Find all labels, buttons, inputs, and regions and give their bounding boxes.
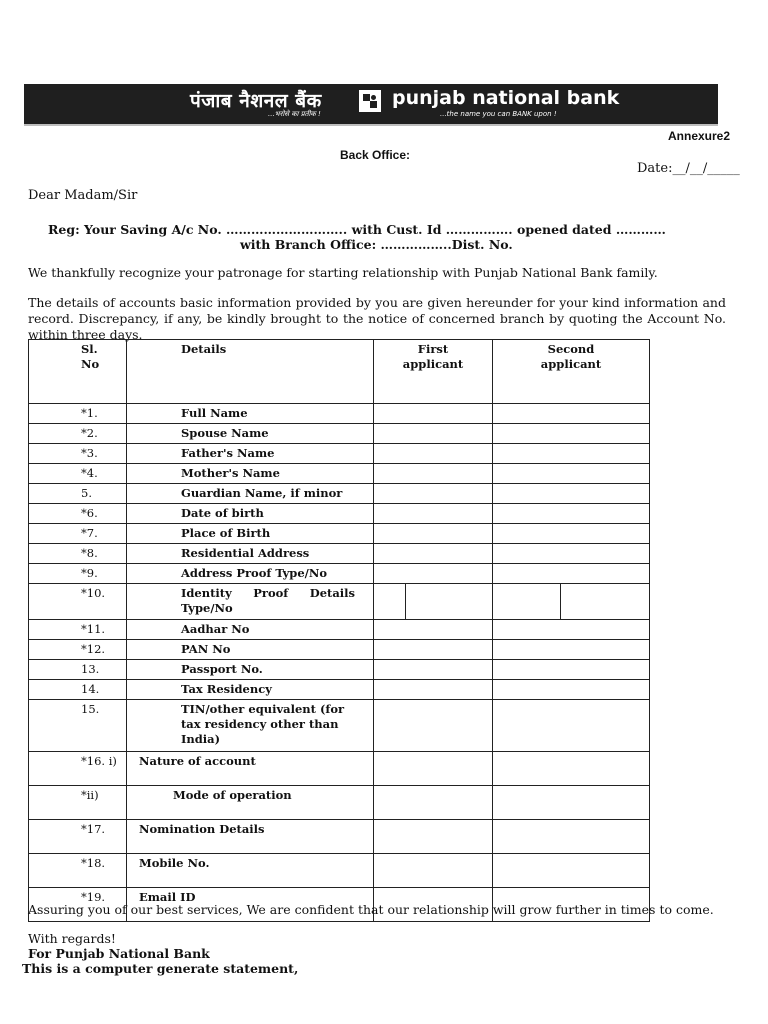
- row-detail: Place of Birth: [127, 524, 374, 544]
- first-applicant-cell: [374, 854, 493, 888]
- first-applicant-cell: [374, 640, 493, 660]
- first-applicant-cell: [374, 404, 493, 424]
- table-header-row: [29, 340, 650, 404]
- second-applicant-cell: [493, 424, 650, 444]
- first-applicant-cell: [374, 504, 493, 524]
- second-applicant-cell: [493, 564, 650, 584]
- first-applicant-cell: [374, 786, 493, 820]
- first-applicant-cell: [374, 564, 493, 584]
- date-field: Date:__/__/_____: [637, 161, 740, 176]
- row-detail: Tax Residency: [127, 680, 374, 700]
- second-applicant-cell: [493, 820, 650, 854]
- first-applicant-cell: [374, 524, 493, 544]
- for-bank-line: For Punjab National Bank: [28, 946, 210, 961]
- row-detail: Guardian Name, if minor: [127, 484, 374, 504]
- table-row: [29, 544, 650, 564]
- table-row: [29, 424, 650, 444]
- table-row: [29, 786, 650, 820]
- row-number: *1.: [29, 404, 127, 424]
- row-detail: Spouse Name: [127, 424, 374, 444]
- patronage-paragraph: We thankfully recognize your patronage for starting relationship with Punjab National Bank family.: [28, 265, 658, 280]
- row-number: *12.: [29, 640, 127, 660]
- second-applicant-cell: [493, 786, 650, 820]
- row-number: *10.: [29, 584, 127, 620]
- row-number: 15.: [29, 700, 127, 752]
- second-applicant-cell: [493, 464, 650, 484]
- first-applicant-cell: [374, 424, 493, 444]
- row-detail: Mobile No.: [127, 854, 374, 888]
- first-applicant-cell: [374, 484, 493, 504]
- details-paragraph: The details of accounts basic information provided by you are given hereunder for your kind information and record. Discrepancy, if any, be kindly brought to the notice of concerned branch by quoting the Account No. within three days.: [28, 295, 726, 342]
- row-number: *ii): [29, 786, 127, 820]
- row-number: *18.: [29, 854, 127, 888]
- banner-underline: [24, 124, 718, 126]
- bank-name-english: punjab national bank: [392, 87, 620, 109]
- pnb-logo-icon: [358, 89, 382, 113]
- row-number: *9.: [29, 564, 127, 584]
- reg-line-1: Reg: Your Saving A/c No. ……………………….. with Cust. Id ……………. opened dated …………: [48, 222, 666, 237]
- table-row: [29, 504, 650, 524]
- table-row: [29, 620, 650, 640]
- row-number: *19.: [29, 888, 127, 922]
- second-applicant-cell: [493, 504, 650, 524]
- table-row: [29, 820, 650, 854]
- table-row: [29, 404, 650, 424]
- row-detail: Date of birth: [127, 504, 374, 524]
- second-applicant-cell: [493, 854, 650, 888]
- row-number: *6.: [29, 504, 127, 524]
- second-applicant-cell: [493, 680, 650, 700]
- second-applicant-cell: [493, 584, 650, 620]
- salutation: Dear Madam/Sir: [28, 188, 138, 203]
- table-row: [29, 660, 650, 680]
- first-applicant-cell: [374, 464, 493, 484]
- english-tagline: ...the name you can BANK upon !: [440, 110, 557, 118]
- row-detail: Address Proof Type/No: [127, 564, 374, 584]
- first-applicant-cell: [374, 820, 493, 854]
- row-detail: Aadhar No: [127, 620, 374, 640]
- table-row: [29, 752, 650, 786]
- second-applicant-cell: [493, 544, 650, 564]
- row-number: *8.: [29, 544, 127, 564]
- table-row: [29, 484, 650, 504]
- row-detail: Email ID: [127, 888, 374, 922]
- second-applicant-cell: [493, 404, 650, 424]
- row-number: 13.: [29, 660, 127, 680]
- row-number: *16. i): [29, 752, 127, 786]
- first-applicant-cell: [374, 444, 493, 464]
- table-row: [29, 584, 650, 620]
- second-applicant-cell: [493, 484, 650, 504]
- back-office-label: Back Office:: [340, 148, 411, 162]
- row-detail: PAN No: [127, 640, 374, 660]
- row-number: 14.: [29, 680, 127, 700]
- closing-paragraph: Assuring you of our best services, We are confident that our relationship will grow further in times to come.: [28, 902, 714, 917]
- account-details-table: [28, 339, 650, 922]
- regards-line: With regards!: [28, 931, 116, 946]
- second-applicant-cell: [493, 660, 650, 680]
- row-number: *7.: [29, 524, 127, 544]
- first-applicant-cell: [374, 700, 493, 752]
- table-row: [29, 464, 650, 484]
- first-applicant-cell: [374, 620, 493, 640]
- table-row: [29, 444, 650, 464]
- second-applicant-cell: [493, 700, 650, 752]
- row-detail: Nomination Details: [127, 820, 374, 854]
- header-first-applicant: First applicant: [374, 340, 493, 404]
- first-applicant-cell: [374, 660, 493, 680]
- first-applicant-cell: [374, 680, 493, 700]
- header-details: Details: [127, 340, 374, 404]
- row-detail: Full Name: [127, 404, 374, 424]
- row-number: *17.: [29, 820, 127, 854]
- second-applicant-cell: [493, 640, 650, 660]
- table-row: [29, 854, 650, 888]
- table-row: [29, 564, 650, 584]
- row-number: *4.: [29, 464, 127, 484]
- first-applicant-cell: [374, 584, 493, 620]
- row-detail: Identity Proof Details Type/No: [127, 584, 374, 620]
- row-number: *3.: [29, 444, 127, 464]
- annexure-label: Annexure2: [668, 129, 731, 143]
- second-applicant-cell: [493, 524, 650, 544]
- row-detail: Mode of operation: [127, 786, 374, 820]
- row-detail: TIN/other equivalent (for tax residency other than India): [127, 700, 374, 752]
- second-applicant-cell: [493, 620, 650, 640]
- row-number: *11.: [29, 620, 127, 640]
- computer-statement-line: This is a computer generate statement,: [22, 961, 299, 976]
- row-detail: Mother's Name: [127, 464, 374, 484]
- second-applicant-cell: [493, 444, 650, 464]
- first-applicant-cell: [374, 544, 493, 564]
- row-number: 5.: [29, 484, 127, 504]
- row-detail: Passport No.: [127, 660, 374, 680]
- table-row: [29, 524, 650, 544]
- header-sl-no: Sl. No: [29, 340, 127, 404]
- row-detail: Nature of account: [127, 752, 374, 786]
- table-row: [29, 680, 650, 700]
- header-second-applicant: Second applicant: [493, 340, 650, 404]
- reg-line-2: with Branch Office: ……………..Dist. No.: [240, 237, 513, 252]
- hindi-tagline: ...भरोसे का प्रतीक !: [268, 110, 321, 118]
- table-row: [29, 640, 650, 660]
- row-number: *2.: [29, 424, 127, 444]
- bank-name-hindi: पंजाब नैशनल बैंक: [190, 90, 322, 112]
- row-detail: Father's Name: [127, 444, 374, 464]
- table-row: [29, 700, 650, 752]
- first-applicant-cell: [374, 752, 493, 786]
- row-detail: Residential Address: [127, 544, 374, 564]
- second-applicant-cell: [493, 752, 650, 786]
